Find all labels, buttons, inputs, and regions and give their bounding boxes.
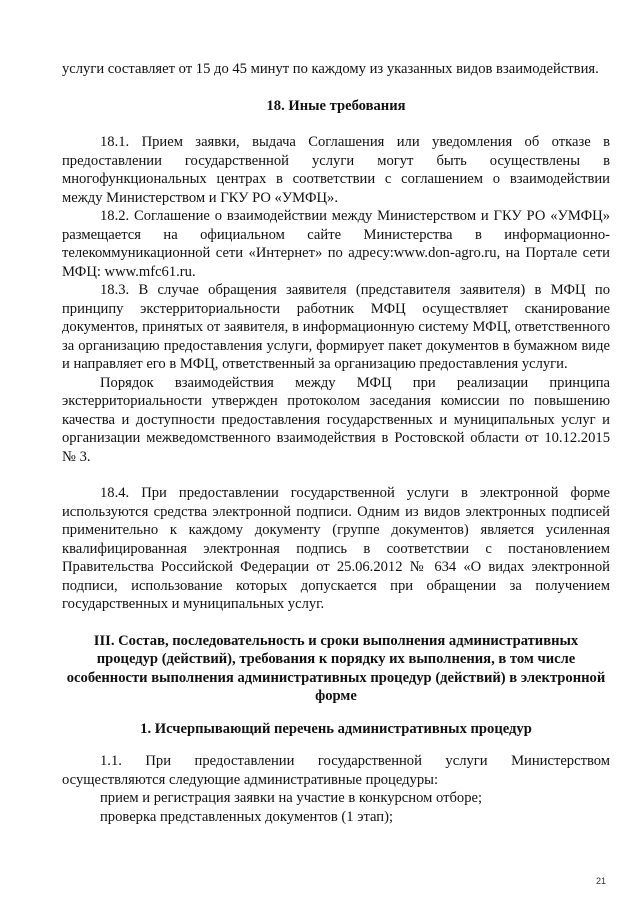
paragraph-18-1: 18.1. Прием заявки, выдача Соглашения или уведомления об отказе в предоставлении государственной услуги могут быть осуществлены в многофункциональных центрах в соответствии с соглашением о взаимодействии между Министерством и ГКУ РО «УМФЦ». (62, 134, 610, 206)
section-heading-1: 1. Исчерпывающий перечень административных процедур (140, 720, 532, 737)
paragraph-18-4: 18.4. При предоставлении государственной услуги в электронной форме используются средства электронной подписи. Одним из видов электронных подписей применительно к каждому документу (группе документов) является усиленная квалифицированная электронная подпись в соответствии с постановлением Правительства Российской Федерации от 25.06.2012 № 634 «О видах электронной подписи, использование которых допускается при обращении за получением государственных и муниципальных услуг. (62, 485, 610, 612)
list-item: прием и регистрация заявки на участие в конкурсном отборе; (100, 790, 483, 806)
page-number: 21 (596, 876, 607, 886)
document-page (62, 60, 610, 826)
paragraph-18-2: 18.2. Соглашение о взаимодействии между Министерством и ГКУ РО «УМФЦ» размещается на официальном сайте Министерства в информационно-телекоммуникационной сети «Интернет» по адресу:www.don-agro.ru, на Портале сети МФЦ: www.mfc61.ru. (62, 208, 610, 280)
paragraph-18-3-order: Порядок взаимодействия между МФЦ при реализации принципа экстерриториальности утвержден протоколом заседания комиссии по повышению качества и доступности предоставления государственных и муниципальных услуг и организации межведомственного взаимодействия в Ростовской области от 10.12.2015 № 3. (62, 374, 610, 465)
list-item: проверка представленных документов (1 этап); (100, 808, 394, 825)
section-heading-18: 18. Иные требования (266, 97, 406, 114)
paragraph-18-3: 18.3. В случае обращения заявителя (представителя заявителя) в МФЦ по принципу экстерриториальности работник МФЦ осуществляет сканирование документов, принятых от заявителя, в информационную систему МФЦ, ответственного за организацию предоставления услуги, формирует пакет документов в бумажном виде и направляет его в МФЦ, ответственный за организацию предоставления услуги. (62, 282, 610, 372)
paragraph-1-1: 1.1. При предоставлении государственной услуги Министерством осуществляются следующие административные процедуры: (62, 753, 610, 788)
chapter-heading-iii: III. Состав, последовательность и сроки выполнения административных процедур (действий), требования к порядку их выполнения, в том числе особенности выполнения административных процедур (действий) в электронной форме (66, 632, 606, 704)
paragraph-continuation: услуги составляет от 15 до 45 минут по каждому из указанных видов взаимодействия. (62, 61, 599, 77)
